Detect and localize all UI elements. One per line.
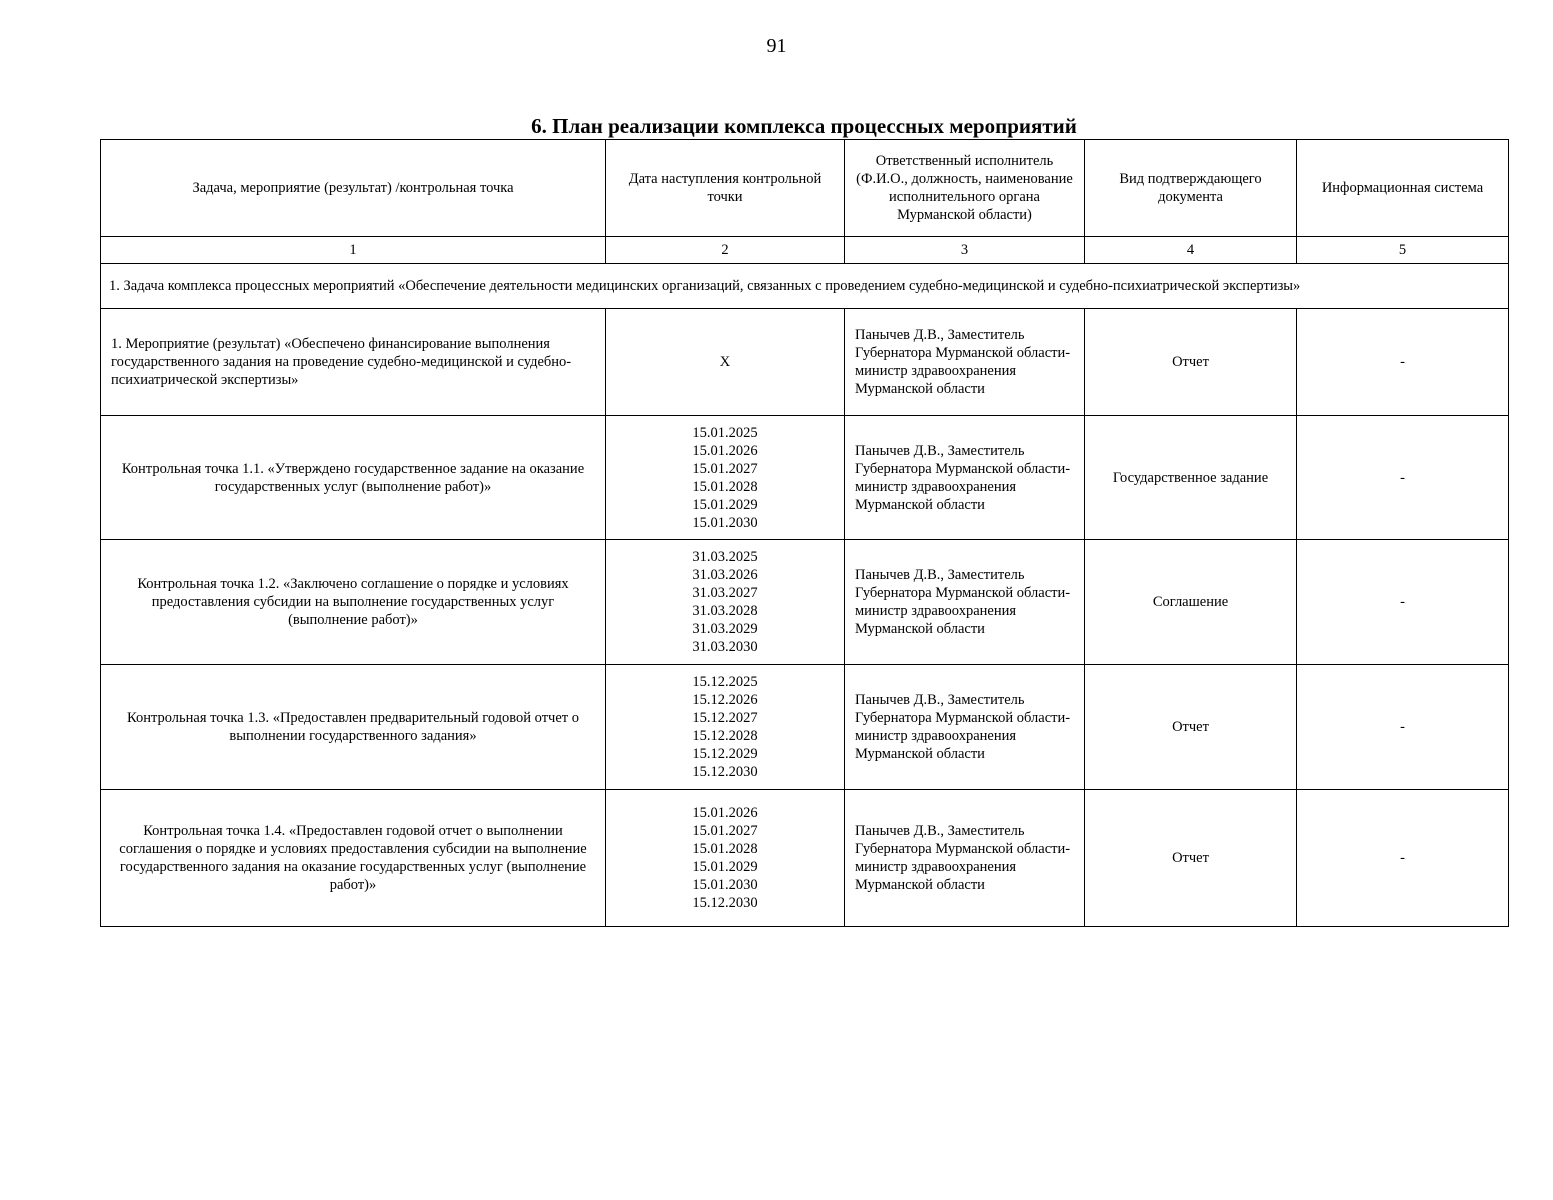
date-value: 15.12.2030 [692,895,758,911]
date-value: 15.01.2026 [692,805,758,821]
control-point-title: Контрольная точка 1.2. «Заключено соглашение о порядке и условиях предоставления субсидии на выполнение государственных услуг (выполнение работ)» [101,540,606,665]
header-date: Дата наступления контрольной точки [606,140,845,237]
column-numbers-row [101,237,1509,264]
event-responsible: Панычев Д.В., Заместитель Губернатора Мурманской области-министр здравоохранения Мурманской области [845,309,1085,416]
date-value: 15.01.2028 [692,841,758,857]
date-value: 15.12.2027 [692,710,758,726]
date-value: 31.03.2029 [692,621,758,637]
date-value: 31.03.2028 [692,603,758,619]
page-number: 91 [766,35,787,57]
control-point-document: Отчет [1085,790,1297,927]
control-point-document: Государственное задание [1085,416,1297,540]
column-number: 4 [1085,237,1297,264]
control-point-title: Контрольная точка 1.3. «Предоставлен предварительный годовой отчет о выполнении государственного задания» [101,665,606,790]
column-number: 1 [101,237,606,264]
date-value: 15.12.2029 [692,746,758,762]
date-value: 15.01.2030 [692,514,758,531]
date-value: 15.01.2027 [692,460,758,477]
date-value: 15.01.2030 [692,877,758,893]
date-value: 15.01.2027 [692,823,758,839]
control-point-system: - [1297,540,1509,665]
control-point-system: - [1297,416,1509,540]
date-value: 15.01.2029 [692,859,758,875]
control-point-responsible: Панычев Д.В., Заместитель Губернатора Мурманской области-министр здравоохранения Мурманской области [845,416,1085,540]
task-title: 1. Задача комплекса процессных мероприятий «Обеспечение деятельности медицинских организаций, связанных с проведением судебно-медицинской и судебно-психиатрической экспертизы» [101,264,1509,309]
date-value: 31.03.2026 [692,567,758,583]
event-system: - [1297,309,1509,416]
control-point-responsible: Панычев Д.В., Заместитель Губернатора Мурманской области-министр здравоохранения Мурманской области [845,540,1085,665]
header-document: Вид подтверждающего документа [1085,140,1297,237]
event-date: Х [606,309,845,416]
page-title: 6. План реализации комплекса процессных мероприятий [531,114,1077,138]
control-point-dates [606,540,845,665]
control-point-responsible: Панычев Д.В., Заместитель Губернатора Мурманской области-министр здравоохранения Мурманской области [845,665,1085,790]
date-value: 15.01.2025 [692,424,758,441]
table-row [101,790,1509,927]
table-row [101,416,1509,540]
event-row [101,309,1509,416]
event-title: 1. Мероприятие (результат) «Обеспечено финансирование выполнения государственного задания на проведение судебно-медицинской и судебно-психиатрической экспертизы» [101,309,606,416]
date-value: 15.01.2028 [692,478,758,495]
date-value: 31.03.2025 [692,549,758,565]
control-point-system: - [1297,790,1509,927]
control-point-dates [606,790,845,927]
header-system: Информационная система [1297,140,1509,237]
column-number: 5 [1297,237,1509,264]
control-point-document: Отчет [1085,665,1297,790]
date-value: 31.03.2027 [692,585,758,601]
control-point-responsible: Панычев Д.В., Заместитель Губернатора Мурманской области-министр здравоохранения Мурманской области [845,790,1085,927]
header-responsible: Ответственный исполнитель (Ф.И.О., должность, наименование исполнительного органа Мурманской области) [845,140,1085,237]
date-value: 15.12.2026 [692,692,758,708]
table-header-row [101,140,1509,237]
header-task: Задача, мероприятие (результат) /контрольная точка [101,140,606,237]
table-row [101,665,1509,790]
column-number: 2 [606,237,845,264]
date-value: 15.12.2025 [692,674,758,690]
control-point-title: Контрольная точка 1.4. «Предоставлен годовой отчет о выполнении соглашения о порядке и условиях предоставления субсидии на выполнение государственного задания на оказание государственных услуг (выполнение работ)» [101,790,606,927]
event-document: Отчет [1085,309,1297,416]
task-row [101,264,1509,309]
control-point-title: Контрольная точка 1.1. «Утверждено государственное задание на оказание государственных услуг (выполнение работ)» [101,416,606,540]
date-value: 31.03.2030 [692,639,758,655]
date-value: 15.12.2028 [692,728,758,744]
date-value: 15.12.2030 [692,764,758,780]
table-row [101,540,1509,665]
control-point-dates [606,416,845,540]
column-number: 3 [845,237,1085,264]
control-point-dates [606,665,845,790]
plan-table [100,139,1509,927]
control-point-system: - [1297,665,1509,790]
control-point-document: Соглашение [1085,540,1297,665]
date-value: 15.01.2026 [692,442,758,459]
date-value: 15.01.2029 [692,496,758,513]
